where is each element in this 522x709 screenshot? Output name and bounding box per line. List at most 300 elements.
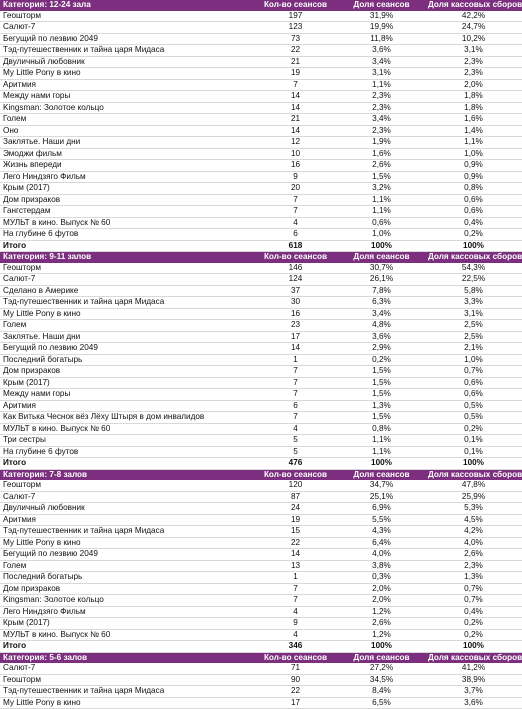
film-title: My Little Pony в кино — [0, 308, 253, 320]
film-title: Крым (2017) — [0, 183, 253, 195]
film-title: МУЛЬТ в кино. Выпуск № 60 — [0, 217, 253, 229]
table-row — [0, 377, 522, 389]
film-title: Геошторм — [0, 480, 253, 491]
share-sessions: 3,8% — [338, 560, 425, 572]
share-sessions: 1,5% — [338, 412, 425, 424]
sessions-count: 23 — [253, 320, 338, 332]
share-boxoffice: 0,2% — [425, 423, 522, 435]
sessions-count: 14 — [253, 102, 338, 114]
table-row — [0, 114, 522, 126]
sessions-count: 7 — [253, 377, 338, 389]
share-sessions: 34,7% — [338, 480, 425, 491]
table-row — [0, 537, 522, 549]
share-sessions: 7,8% — [338, 285, 425, 297]
table-row — [0, 686, 522, 698]
sessions-count: 7 — [253, 194, 338, 206]
share-sessions: 2,3% — [338, 91, 425, 103]
sessions-count: 7 — [253, 389, 338, 401]
sessions-count: 73 — [253, 33, 338, 45]
total-share-boxoffice: 100% — [425, 458, 522, 470]
sessions-count: 4 — [253, 423, 338, 435]
share-sessions: 0,2% — [338, 354, 425, 366]
film-title: Сделано в Америке — [0, 285, 253, 297]
share-boxoffice: 0,2% — [425, 229, 522, 241]
share-boxoffice: 2,3% — [425, 68, 522, 80]
share-boxoffice: 0,5% — [425, 400, 522, 412]
total-sessions: 346 — [253, 641, 338, 653]
share-sessions: 6,4% — [338, 537, 425, 549]
share-boxoffice: 1,4% — [425, 125, 522, 137]
film-title: Дом призраков — [0, 583, 253, 595]
share-sessions-header: Доля сеансов — [338, 0, 425, 11]
sessions-count: 1 — [253, 572, 338, 584]
share-boxoffice: 0,6% — [425, 377, 522, 389]
share-boxoffice: 2,1% — [425, 343, 522, 355]
film-title: На глубине 6 футов — [0, 446, 253, 458]
sessions-count: 197 — [253, 11, 338, 22]
film-title: Аритмия — [0, 514, 253, 526]
film-title: Геошторм — [0, 263, 253, 274]
share-boxoffice: 3,1% — [425, 308, 522, 320]
share-boxoffice: 1,0% — [425, 354, 522, 366]
sessions-count: 14 — [253, 91, 338, 103]
total-share-sessions: 100% — [338, 641, 425, 653]
sessions-count: 20 — [253, 183, 338, 195]
share-sessions: 30,7% — [338, 263, 425, 274]
share-boxoffice: 22,5% — [425, 274, 522, 286]
share-sessions: 1,1% — [338, 435, 425, 447]
table-row — [0, 22, 522, 34]
sessions-count: 10 — [253, 148, 338, 160]
sessions-count: 22 — [253, 686, 338, 698]
table-row — [0, 400, 522, 412]
table-row — [0, 229, 522, 241]
film-title: Двуличный любовник — [0, 503, 253, 515]
share-boxoffice-header: Доля кассовых сборов — [425, 0, 522, 11]
sessions-count: 14 — [253, 343, 338, 355]
sessions-count: 124 — [253, 274, 338, 286]
share-boxoffice: 1,8% — [425, 91, 522, 103]
sessions-header: Кол-во сеансов — [253, 653, 338, 664]
film-title: Последний богатырь — [0, 354, 253, 366]
share-boxoffice: 0,1% — [425, 446, 522, 458]
film-title: Тэд-путешественник и тайна царя Мидаса — [0, 45, 253, 57]
film-title: My Little Pony в кино — [0, 537, 253, 549]
table-row — [0, 618, 522, 630]
sessions-count: 7 — [253, 595, 338, 607]
share-sessions: 34,5% — [338, 674, 425, 686]
sessions-count: 5 — [253, 446, 338, 458]
share-boxoffice: 0,7% — [425, 583, 522, 595]
share-boxoffice: 25,9% — [425, 491, 522, 503]
sessions-count: 17 — [253, 331, 338, 343]
share-boxoffice: 3,7% — [425, 686, 522, 698]
table-row — [0, 583, 522, 595]
table-row — [0, 526, 522, 538]
table-row — [0, 572, 522, 584]
sessions-count: 9 — [253, 171, 338, 183]
table-row — [0, 560, 522, 572]
share-sessions-header: Доля сеансов — [338, 252, 425, 263]
share-boxoffice: 1,8% — [425, 102, 522, 114]
total-row — [0, 240, 522, 252]
category-table — [0, 470, 522, 653]
table-row — [0, 297, 522, 309]
total-label: Итого — [0, 641, 253, 653]
share-sessions: 1,9% — [338, 137, 425, 149]
share-boxoffice: 0,9% — [425, 171, 522, 183]
sessions-count: 19 — [253, 68, 338, 80]
sessions-count: 6 — [253, 229, 338, 241]
category-title: Категория: 9-11 залов — [0, 252, 253, 263]
sessions-count: 22 — [253, 45, 338, 57]
share-sessions: 1,5% — [338, 389, 425, 401]
film-title: Салют-7 — [0, 274, 253, 286]
table-row — [0, 137, 522, 149]
film-title: Салют-7 — [0, 491, 253, 503]
share-boxoffice: 2,0% — [425, 79, 522, 91]
total-sessions: 476 — [253, 458, 338, 470]
table-row — [0, 423, 522, 435]
film-title: Голем — [0, 114, 253, 126]
share-sessions: 4,0% — [338, 549, 425, 561]
sessions-count: 37 — [253, 285, 338, 297]
share-sessions: 8,4% — [338, 686, 425, 698]
table-row — [0, 68, 522, 80]
share-boxoffice: 1,0% — [425, 148, 522, 160]
sessions-count: 16 — [253, 160, 338, 172]
sessions-count: 6 — [253, 400, 338, 412]
share-boxoffice-header: Доля кассовых сборов — [425, 470, 522, 481]
table-row — [0, 343, 522, 355]
sessions-count: 12 — [253, 137, 338, 149]
film-title: Между нами горы — [0, 389, 253, 401]
total-label: Итого — [0, 458, 253, 470]
table-row — [0, 629, 522, 641]
film-title: Крым (2017) — [0, 618, 253, 630]
category-title: Категория: 7-8 залов — [0, 470, 253, 481]
sessions-count: 14 — [253, 125, 338, 137]
share-boxoffice: 2,6% — [425, 549, 522, 561]
film-title: Тэд-путешественник и тайна царя Мидаса — [0, 686, 253, 698]
share-boxoffice: 0,6% — [425, 389, 522, 401]
film-title: Салют-7 — [0, 663, 253, 674]
share-boxoffice-header: Доля кассовых сборов — [425, 252, 522, 263]
film-title: Двуличный любовник — [0, 56, 253, 68]
share-sessions: 3,4% — [338, 56, 425, 68]
film-title: Геошторм — [0, 674, 253, 686]
table-row — [0, 91, 522, 103]
total-share-boxoffice: 100% — [425, 240, 522, 252]
sessions-count: 7 — [253, 79, 338, 91]
share-sessions: 0,3% — [338, 572, 425, 584]
table-row — [0, 503, 522, 515]
share-sessions: 6,9% — [338, 503, 425, 515]
share-boxoffice: 42,2% — [425, 11, 522, 22]
table-row — [0, 217, 522, 229]
sessions-count: 14 — [253, 549, 338, 561]
share-boxoffice: 4,0% — [425, 537, 522, 549]
table-row — [0, 331, 522, 343]
film-title: Крым (2017) — [0, 377, 253, 389]
share-sessions: 1,2% — [338, 629, 425, 641]
sessions-count: 87 — [253, 491, 338, 503]
table-row — [0, 274, 522, 286]
film-title: Голем — [0, 320, 253, 332]
film-title: Как Витька Чеснок вёз Лёху Штыря в дом инвалидов — [0, 412, 253, 424]
table-row — [0, 263, 522, 274]
film-title: МУЛЬТ в кино. Выпуск № 60 — [0, 629, 253, 641]
sessions-count: 4 — [253, 629, 338, 641]
share-sessions: 4,3% — [338, 526, 425, 538]
sessions-count: 15 — [253, 526, 338, 538]
table-row — [0, 663, 522, 674]
table-row — [0, 435, 522, 447]
sessions-count: 9 — [253, 618, 338, 630]
film-title: Тэд-путешественник и тайна царя Мидаса — [0, 297, 253, 309]
film-title: Последний богатырь — [0, 572, 253, 584]
film-title: Тэд-путешественник и тайна царя Мидаса — [0, 526, 253, 538]
share-sessions: 2,0% — [338, 595, 425, 607]
share-sessions: 11,8% — [338, 33, 425, 45]
share-sessions: 3,4% — [338, 308, 425, 320]
sessions-count: 71 — [253, 663, 338, 674]
table-row — [0, 606, 522, 618]
table-row — [0, 446, 522, 458]
table-row — [0, 412, 522, 424]
share-boxoffice: 0,4% — [425, 606, 522, 618]
share-boxoffice: 0,7% — [425, 595, 522, 607]
category-title: Категория: 12-24 зала — [0, 0, 253, 11]
film-title: Kingsman: Золотое кольцо — [0, 595, 253, 607]
table-row — [0, 171, 522, 183]
film-title: Бегущий по лезвию 2049 — [0, 33, 253, 45]
sessions-header: Кол-во сеансов — [253, 0, 338, 11]
share-sessions-header: Доля сеансов — [338, 470, 425, 481]
share-sessions: 2,3% — [338, 102, 425, 114]
share-boxoffice: 0,5% — [425, 412, 522, 424]
share-boxoffice: 4,2% — [425, 526, 522, 538]
share-sessions: 1,5% — [338, 377, 425, 389]
share-boxoffice: 1,6% — [425, 114, 522, 126]
table-row — [0, 549, 522, 561]
share-sessions: 2,6% — [338, 160, 425, 172]
share-boxoffice: 0,1% — [425, 435, 522, 447]
film-title: Аритмия — [0, 79, 253, 91]
share-boxoffice: 10,2% — [425, 33, 522, 45]
sessions-count: 5 — [253, 435, 338, 447]
film-title: Салют-7 — [0, 22, 253, 34]
sessions-count: 13 — [253, 560, 338, 572]
sessions-count: 146 — [253, 263, 338, 274]
table-row — [0, 595, 522, 607]
sessions-header: Кол-во сеансов — [253, 470, 338, 481]
film-title: Бегущий по лезвию 2049 — [0, 343, 253, 355]
category-table — [0, 252, 522, 470]
share-boxoffice: 1,3% — [425, 572, 522, 584]
total-sessions: 618 — [253, 240, 338, 252]
sessions-count: 123 — [253, 22, 338, 34]
share-boxoffice: 2,5% — [425, 320, 522, 332]
share-sessions: 6,3% — [338, 297, 425, 309]
film-title: Бегущий по лезвию 2049 — [0, 549, 253, 561]
film-title: Лего Ниндзяго Фильм — [0, 606, 253, 618]
share-sessions: 1,6% — [338, 148, 425, 160]
share-boxoffice: 0,7% — [425, 366, 522, 378]
sessions-count: 120 — [253, 480, 338, 491]
share-sessions: 3,6% — [338, 45, 425, 57]
film-title: Дом призраков — [0, 194, 253, 206]
table-row — [0, 514, 522, 526]
share-sessions: 1,5% — [338, 366, 425, 378]
table-row — [0, 354, 522, 366]
table-row — [0, 697, 522, 709]
total-share-boxoffice: 100% — [425, 641, 522, 653]
share-sessions: 1,2% — [338, 606, 425, 618]
share-boxoffice: 2,3% — [425, 56, 522, 68]
share-sessions: 5,5% — [338, 514, 425, 526]
share-sessions: 0,6% — [338, 217, 425, 229]
sessions-count: 16 — [253, 308, 338, 320]
film-title: Жизнь впереди — [0, 160, 253, 172]
film-title: Заклятье. Наши дни — [0, 331, 253, 343]
film-title: Голем — [0, 560, 253, 572]
table-row — [0, 148, 522, 160]
sessions-count: 22 — [253, 537, 338, 549]
share-sessions: 3,6% — [338, 331, 425, 343]
share-sessions: 3,4% — [338, 114, 425, 126]
film-title: Лего Ниндзяго Фильм — [0, 171, 253, 183]
share-sessions: 1,1% — [338, 206, 425, 218]
table-row — [0, 33, 522, 45]
share-sessions: 1,5% — [338, 171, 425, 183]
share-boxoffice: 54,3% — [425, 263, 522, 274]
share-boxoffice: 47,8% — [425, 480, 522, 491]
table-row — [0, 389, 522, 401]
table-row — [0, 285, 522, 297]
film-title: Дом призраков — [0, 366, 253, 378]
table-row — [0, 320, 522, 332]
sessions-count: 21 — [253, 114, 338, 126]
category-table — [0, 653, 522, 709]
sessions-count: 19 — [253, 514, 338, 526]
share-sessions: 1,3% — [338, 400, 425, 412]
sessions-count: 90 — [253, 674, 338, 686]
film-title: Гангстердам — [0, 206, 253, 218]
film-title: Kingsman: Золотое кольцо — [0, 102, 253, 114]
sessions-count: 4 — [253, 217, 338, 229]
share-boxoffice: 0,2% — [425, 629, 522, 641]
share-sessions: 1,0% — [338, 229, 425, 241]
sessions-count: 24 — [253, 503, 338, 515]
share-boxoffice: 2,5% — [425, 331, 522, 343]
film-title: На глубине 6 футов — [0, 229, 253, 241]
film-title: Оно — [0, 125, 253, 137]
total-row — [0, 641, 522, 653]
share-boxoffice: 0,9% — [425, 160, 522, 172]
share-boxoffice-header: Доля кассовых сборов — [425, 653, 522, 664]
category-header-row — [0, 653, 522, 664]
share-sessions: 19,9% — [338, 22, 425, 34]
sessions-count: 17 — [253, 697, 338, 709]
share-boxoffice: 0,6% — [425, 206, 522, 218]
share-boxoffice: 0,8% — [425, 183, 522, 195]
total-share-sessions: 100% — [338, 458, 425, 470]
film-title: Три сестры — [0, 435, 253, 447]
share-boxoffice: 3,1% — [425, 45, 522, 57]
share-boxoffice: 3,3% — [425, 297, 522, 309]
category-header-row — [0, 0, 522, 11]
share-boxoffice: 2,3% — [425, 560, 522, 572]
table-row — [0, 491, 522, 503]
share-sessions: 1,1% — [338, 79, 425, 91]
film-title: My Little Pony в кино — [0, 697, 253, 709]
film-title: Геошторм — [0, 11, 253, 22]
film-title: МУЛЬТ в кино. Выпуск № 60 — [0, 423, 253, 435]
share-boxoffice: 0,4% — [425, 217, 522, 229]
film-title: Аритмия — [0, 400, 253, 412]
film-title: Эмоджи фильм — [0, 148, 253, 160]
share-sessions: 2,9% — [338, 343, 425, 355]
sessions-count: 1 — [253, 354, 338, 366]
share-boxoffice: 1,1% — [425, 137, 522, 149]
category-table — [0, 0, 522, 252]
share-sessions: 27,2% — [338, 663, 425, 674]
total-share-sessions: 100% — [338, 240, 425, 252]
table-row — [0, 160, 522, 172]
share-boxoffice: 0,2% — [425, 618, 522, 630]
share-boxoffice: 24,7% — [425, 22, 522, 34]
table-row — [0, 308, 522, 320]
film-title: Заклятье. Наши дни — [0, 137, 253, 149]
share-sessions: 25,1% — [338, 491, 425, 503]
sessions-count: 4 — [253, 606, 338, 618]
share-boxoffice: 38,9% — [425, 674, 522, 686]
sessions-count: 7 — [253, 366, 338, 378]
table-row — [0, 125, 522, 137]
share-sessions-header: Доля сеансов — [338, 653, 425, 664]
share-sessions: 31,9% — [338, 11, 425, 22]
share-boxoffice: 5,3% — [425, 503, 522, 515]
film-title: Между нами горы — [0, 91, 253, 103]
table-row — [0, 480, 522, 491]
share-sessions: 2,6% — [338, 618, 425, 630]
category-header-row — [0, 470, 522, 481]
table-row — [0, 366, 522, 378]
table-row — [0, 183, 522, 195]
share-boxoffice: 3,6% — [425, 697, 522, 709]
share-boxoffice: 4,5% — [425, 514, 522, 526]
sessions-count: 7 — [253, 206, 338, 218]
table-row — [0, 45, 522, 57]
table-row — [0, 102, 522, 114]
table-row — [0, 11, 522, 22]
table-row — [0, 79, 522, 91]
share-sessions: 1,1% — [338, 446, 425, 458]
table-row — [0, 674, 522, 686]
table-row — [0, 206, 522, 218]
category-title: Категория: 5-6 залов — [0, 653, 253, 664]
share-sessions: 3,2% — [338, 183, 425, 195]
sessions-count: 7 — [253, 412, 338, 424]
share-sessions: 6,5% — [338, 697, 425, 709]
sessions-count: 30 — [253, 297, 338, 309]
total-label: Итого — [0, 240, 253, 252]
share-boxoffice: 41,2% — [425, 663, 522, 674]
share-boxoffice: 0,6% — [425, 194, 522, 206]
category-header-row — [0, 252, 522, 263]
share-boxoffice: 5,8% — [425, 285, 522, 297]
